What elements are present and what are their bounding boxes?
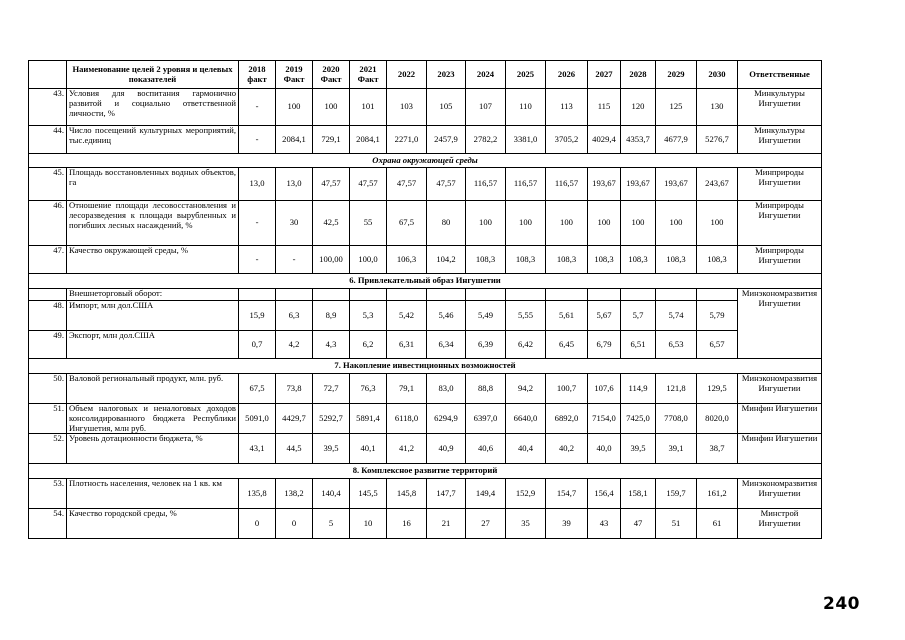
value-cell: 13,0 (239, 168, 276, 201)
value-cell: 6,51 (621, 331, 656, 359)
indicator-name: Объем налоговых и неналоговых доходов консолидированного бюджета Республики Ингушетия, млн руб. (67, 404, 239, 434)
value-cell: 76,3 (350, 374, 387, 404)
value-cell: 115 (588, 89, 621, 126)
value-cell: 114,9 (621, 374, 656, 404)
value-cell: 100 (466, 201, 506, 246)
subheader-row (29, 289, 822, 301)
value-cell: 108,3 (588, 246, 621, 274)
value-cell: 40,0 (588, 434, 621, 464)
value-cell: 149,4 (466, 479, 506, 509)
value-cell: 6118,0 (387, 404, 427, 434)
responsible-cell: Минприроды Ингушетии (738, 168, 822, 201)
value-cell: 108,3 (466, 246, 506, 274)
value-cell: 145,8 (387, 479, 427, 509)
row-number: 50. (29, 374, 67, 404)
value-cell: 13,0 (276, 168, 313, 201)
value-cell: 729,1 (313, 126, 350, 154)
value-cell: 6,53 (656, 331, 697, 359)
value-cell: 100 (588, 201, 621, 246)
indicator-name: Число посещений культурных мероприятий, тыс.единиц (67, 126, 239, 154)
value-cell: 100 (546, 201, 588, 246)
value-cell: 40,2 (546, 434, 588, 464)
value-cell: 40,6 (466, 434, 506, 464)
value-cell (350, 289, 387, 301)
value-cell: 3705,2 (546, 126, 588, 154)
value-cell: 193,67 (656, 168, 697, 201)
value-cell: 4429,7 (276, 404, 313, 434)
header-year: 2024 (466, 61, 506, 89)
value-cell: 5,74 (656, 301, 697, 331)
value-cell: 16 (387, 509, 427, 539)
value-cell: 100,0 (350, 246, 387, 274)
value-cell: 6640,0 (506, 404, 546, 434)
value-cell: 0 (276, 509, 313, 539)
value-cell (239, 289, 276, 301)
responsible-cell: Минфин Ингушетии (738, 434, 822, 464)
responsible-cell: Минкультуры Ингушетии (738, 126, 822, 154)
header-year: 2025 (506, 61, 546, 89)
value-cell: 2271,0 (387, 126, 427, 154)
value-cell (313, 289, 350, 301)
value-cell: 100 (506, 201, 546, 246)
section-row (29, 154, 822, 168)
value-cell: 129,5 (697, 374, 738, 404)
value-cell: 105 (427, 89, 466, 126)
value-cell: 5,46 (427, 301, 466, 331)
value-cell: 35 (506, 509, 546, 539)
value-cell: 79,1 (387, 374, 427, 404)
value-cell: 44,5 (276, 434, 313, 464)
value-cell: - (276, 246, 313, 274)
value-cell: 7708,0 (656, 404, 697, 434)
value-cell (466, 289, 506, 301)
row-number: 52. (29, 434, 67, 464)
indicator-name: Отношение площади лесовосстановления и лесоразведения к площади вырубленных и погибших лесных насаждений, % (67, 201, 239, 246)
value-cell: 39 (546, 509, 588, 539)
responsible-cell: Минэкономразвития Ингушетии (738, 289, 822, 359)
value-cell: 40,4 (506, 434, 546, 464)
table-row (29, 301, 822, 331)
value-cell: 110 (506, 89, 546, 126)
value-cell: 6,57 (697, 331, 738, 359)
header-year: 2026 (546, 61, 588, 89)
value-cell: - (239, 89, 276, 126)
value-cell: 67,5 (387, 201, 427, 246)
value-cell: 6,79 (588, 331, 621, 359)
row-number: 47. (29, 246, 67, 274)
value-cell: 80 (427, 201, 466, 246)
value-cell: 5091,0 (239, 404, 276, 434)
value-cell: 100 (697, 201, 738, 246)
table-header-row (29, 61, 822, 89)
value-cell: 116,57 (466, 168, 506, 201)
value-cell: 193,67 (588, 168, 621, 201)
value-cell (588, 289, 621, 301)
value-cell: 138,2 (276, 479, 313, 509)
value-cell: 4677,9 (656, 126, 697, 154)
header-year: 2021 Факт (350, 61, 387, 89)
table-row (29, 509, 822, 539)
section-row (29, 464, 822, 479)
value-cell: 154,7 (546, 479, 588, 509)
indicator-name: Условия для воспитания гармонично развитой и социально ответственной личности, % (67, 89, 239, 126)
value-cell: 100,00 (313, 246, 350, 274)
value-cell: 108,3 (621, 246, 656, 274)
value-cell: 107,6 (588, 374, 621, 404)
value-cell: 4,2 (276, 331, 313, 359)
header-year: 2018 факт (239, 61, 276, 89)
value-cell: 47,57 (427, 168, 466, 201)
value-cell (697, 289, 738, 301)
table-row (29, 246, 822, 274)
value-cell: 0 (239, 509, 276, 539)
value-cell: 161,2 (697, 479, 738, 509)
value-cell: 145,5 (350, 479, 387, 509)
value-cell: 100,7 (546, 374, 588, 404)
value-cell: 51 (656, 509, 697, 539)
header-number-cell (29, 61, 67, 89)
value-cell (546, 289, 588, 301)
value-cell: 100 (656, 201, 697, 246)
value-cell: 8,9 (313, 301, 350, 331)
header-year: 2019 Факт (276, 61, 313, 89)
value-cell: 6,2 (350, 331, 387, 359)
value-cell: 108,3 (546, 246, 588, 274)
indicators-table (28, 60, 822, 539)
responsible-cell: Минфин Ингушетии (738, 404, 822, 434)
value-cell (427, 289, 466, 301)
value-cell: 5,67 (588, 301, 621, 331)
value-cell: 61 (697, 509, 738, 539)
header-name: Наименование целей 2 уровня и целевых показателей (67, 61, 239, 89)
value-cell: 5 (313, 509, 350, 539)
value-cell: 156,4 (588, 479, 621, 509)
value-cell: 116,57 (546, 168, 588, 201)
table-row (29, 434, 822, 464)
section-row (29, 274, 822, 289)
value-cell: 8020,0 (697, 404, 738, 434)
row-number: 54. (29, 509, 67, 539)
value-cell: 39,1 (656, 434, 697, 464)
value-cell: 108,3 (656, 246, 697, 274)
responsible-cell: Минстрой Ингушетии (738, 509, 822, 539)
value-cell: 2457,9 (427, 126, 466, 154)
value-cell: 47,57 (387, 168, 427, 201)
indicator-name: Валовой региональный продукт, млн. руб. (67, 374, 239, 404)
value-cell: 152,9 (506, 479, 546, 509)
row-number (29, 289, 67, 301)
value-cell: 158,1 (621, 479, 656, 509)
value-cell: 30 (276, 201, 313, 246)
section-title: 7. Накопление инвестиционных возможностей (29, 359, 822, 374)
value-cell: 6,31 (387, 331, 427, 359)
value-cell: 193,67 (621, 168, 656, 201)
value-cell: 55 (350, 201, 387, 246)
page-number: 240 (823, 594, 860, 614)
value-cell: 106,3 (387, 246, 427, 274)
header-year: 2028 (621, 61, 656, 89)
responsible-cell: Минэкономразвития Ингушетии (738, 479, 822, 509)
value-cell: 88,8 (466, 374, 506, 404)
section-title: 6. Привлекательный образ Ингушетии (29, 274, 822, 289)
value-cell: 43,1 (239, 434, 276, 464)
responsible-cell: Минприроды Ингушетии (738, 201, 822, 246)
value-cell: 43 (588, 509, 621, 539)
indicator-name: Внешнеторговый оборот: (67, 289, 239, 301)
table-row (29, 168, 822, 201)
header-year: 2027 (588, 61, 621, 89)
header-year: 2023 (427, 61, 466, 89)
value-cell: 4029,4 (588, 126, 621, 154)
value-cell: 5,61 (546, 301, 588, 331)
value-cell: 104,2 (427, 246, 466, 274)
value-cell: 113 (546, 89, 588, 126)
value-cell (621, 289, 656, 301)
indicator-name: Импорт, млн дол.США (67, 301, 239, 331)
indicator-name: Качество окружающей среды, % (67, 246, 239, 274)
value-cell: 140,4 (313, 479, 350, 509)
value-cell (506, 289, 546, 301)
value-cell: 0,7 (239, 331, 276, 359)
table-row (29, 331, 822, 359)
value-cell: 5891,4 (350, 404, 387, 434)
value-cell: 116,57 (506, 168, 546, 201)
value-cell (276, 289, 313, 301)
value-cell: 121,8 (656, 374, 697, 404)
value-cell: 39,5 (313, 434, 350, 464)
value-cell: 83,0 (427, 374, 466, 404)
value-cell: 47,57 (350, 168, 387, 201)
responsible-cell: Минкультуры Ингушетии (738, 89, 822, 126)
row-number: 46. (29, 201, 67, 246)
value-cell: 100 (313, 89, 350, 126)
value-cell: 5,7 (621, 301, 656, 331)
header-year: 2029 (656, 61, 697, 89)
indicator-name: Плотность населения, человек на 1 кв. км (67, 479, 239, 509)
value-cell: 5292,7 (313, 404, 350, 434)
table-row (29, 479, 822, 509)
value-cell: 10 (350, 509, 387, 539)
table-row (29, 404, 822, 434)
value-cell: 73,8 (276, 374, 313, 404)
value-cell: 2084,1 (276, 126, 313, 154)
header-year: 2020 Факт (313, 61, 350, 89)
value-cell: 107 (466, 89, 506, 126)
responsible-cell: Минэкономразвития Ингушетии (738, 374, 822, 404)
indicator-name: Экспорт, млн дол.США (67, 331, 239, 359)
responsible-cell: Минприроды Ингушетии (738, 246, 822, 274)
section-title: 8. Комплексное развитие территорий (29, 464, 822, 479)
value-cell: - (239, 246, 276, 274)
value-cell: 15,9 (239, 301, 276, 331)
value-cell: 42,5 (313, 201, 350, 246)
value-cell: 100 (621, 201, 656, 246)
value-cell: 27 (466, 509, 506, 539)
header-year: 2030 (697, 61, 738, 89)
table-body (29, 89, 822, 539)
section-row (29, 359, 822, 374)
indicator-name: Качество городской среды, % (67, 509, 239, 539)
value-cell: 94,2 (506, 374, 546, 404)
value-cell: 4353,7 (621, 126, 656, 154)
table-row (29, 89, 822, 126)
value-cell: 5,55 (506, 301, 546, 331)
value-cell: 2084,1 (350, 126, 387, 154)
row-number: 43. (29, 89, 67, 126)
value-cell: - (239, 126, 276, 154)
value-cell: 6,45 (546, 331, 588, 359)
value-cell: 100 (276, 89, 313, 126)
value-cell (656, 289, 697, 301)
table-row (29, 201, 822, 246)
row-number: 51. (29, 404, 67, 434)
value-cell: 108,3 (506, 246, 546, 274)
value-cell: 135,8 (239, 479, 276, 509)
value-cell (387, 289, 427, 301)
header-responsible: Ответственные (738, 61, 822, 89)
value-cell: 2782,2 (466, 126, 506, 154)
value-cell: 7425,0 (621, 404, 656, 434)
value-cell: 5,49 (466, 301, 506, 331)
value-cell: 125 (656, 89, 697, 126)
table-row (29, 374, 822, 404)
value-cell: 40,1 (350, 434, 387, 464)
value-cell: 40,9 (427, 434, 466, 464)
value-cell: 21 (427, 509, 466, 539)
value-cell: 5276,7 (697, 126, 738, 154)
value-cell: 108,3 (697, 246, 738, 274)
value-cell: 6294,9 (427, 404, 466, 434)
value-cell: 159,7 (656, 479, 697, 509)
indicator-name: Уровень дотационности бюджета, % (67, 434, 239, 464)
value-cell: 39,5 (621, 434, 656, 464)
value-cell: 5,42 (387, 301, 427, 331)
row-number: 44. (29, 126, 67, 154)
value-cell: 6397,0 (466, 404, 506, 434)
value-cell: 120 (621, 89, 656, 126)
header-year: 2022 (387, 61, 427, 89)
indicator-name: Площадь восстановленных водных объектов, га (67, 168, 239, 201)
value-cell: 6,3 (276, 301, 313, 331)
value-cell: - (239, 201, 276, 246)
value-cell: 147,7 (427, 479, 466, 509)
value-cell: 3381,0 (506, 126, 546, 154)
table-row (29, 126, 822, 154)
value-cell: 72,7 (313, 374, 350, 404)
row-number: 48. (29, 301, 67, 331)
value-cell: 4,3 (313, 331, 350, 359)
row-number: 45. (29, 168, 67, 201)
row-number: 49. (29, 331, 67, 359)
value-cell: 67,5 (239, 374, 276, 404)
value-cell: 130 (697, 89, 738, 126)
value-cell: 5,79 (697, 301, 738, 331)
value-cell: 6,39 (466, 331, 506, 359)
value-cell: 7154,0 (588, 404, 621, 434)
value-cell: 6,42 (506, 331, 546, 359)
value-cell: 6892,0 (546, 404, 588, 434)
value-cell: 6,34 (427, 331, 466, 359)
value-cell: 38,7 (697, 434, 738, 464)
value-cell: 47 (621, 509, 656, 539)
value-cell: 101 (350, 89, 387, 126)
row-number: 53. (29, 479, 67, 509)
value-cell: 103 (387, 89, 427, 126)
section-title: Охрана окружающей среды (29, 154, 822, 168)
value-cell: 5,3 (350, 301, 387, 331)
value-cell: 41,2 (387, 434, 427, 464)
value-cell: 243,67 (697, 168, 738, 201)
value-cell: 47,57 (313, 168, 350, 201)
